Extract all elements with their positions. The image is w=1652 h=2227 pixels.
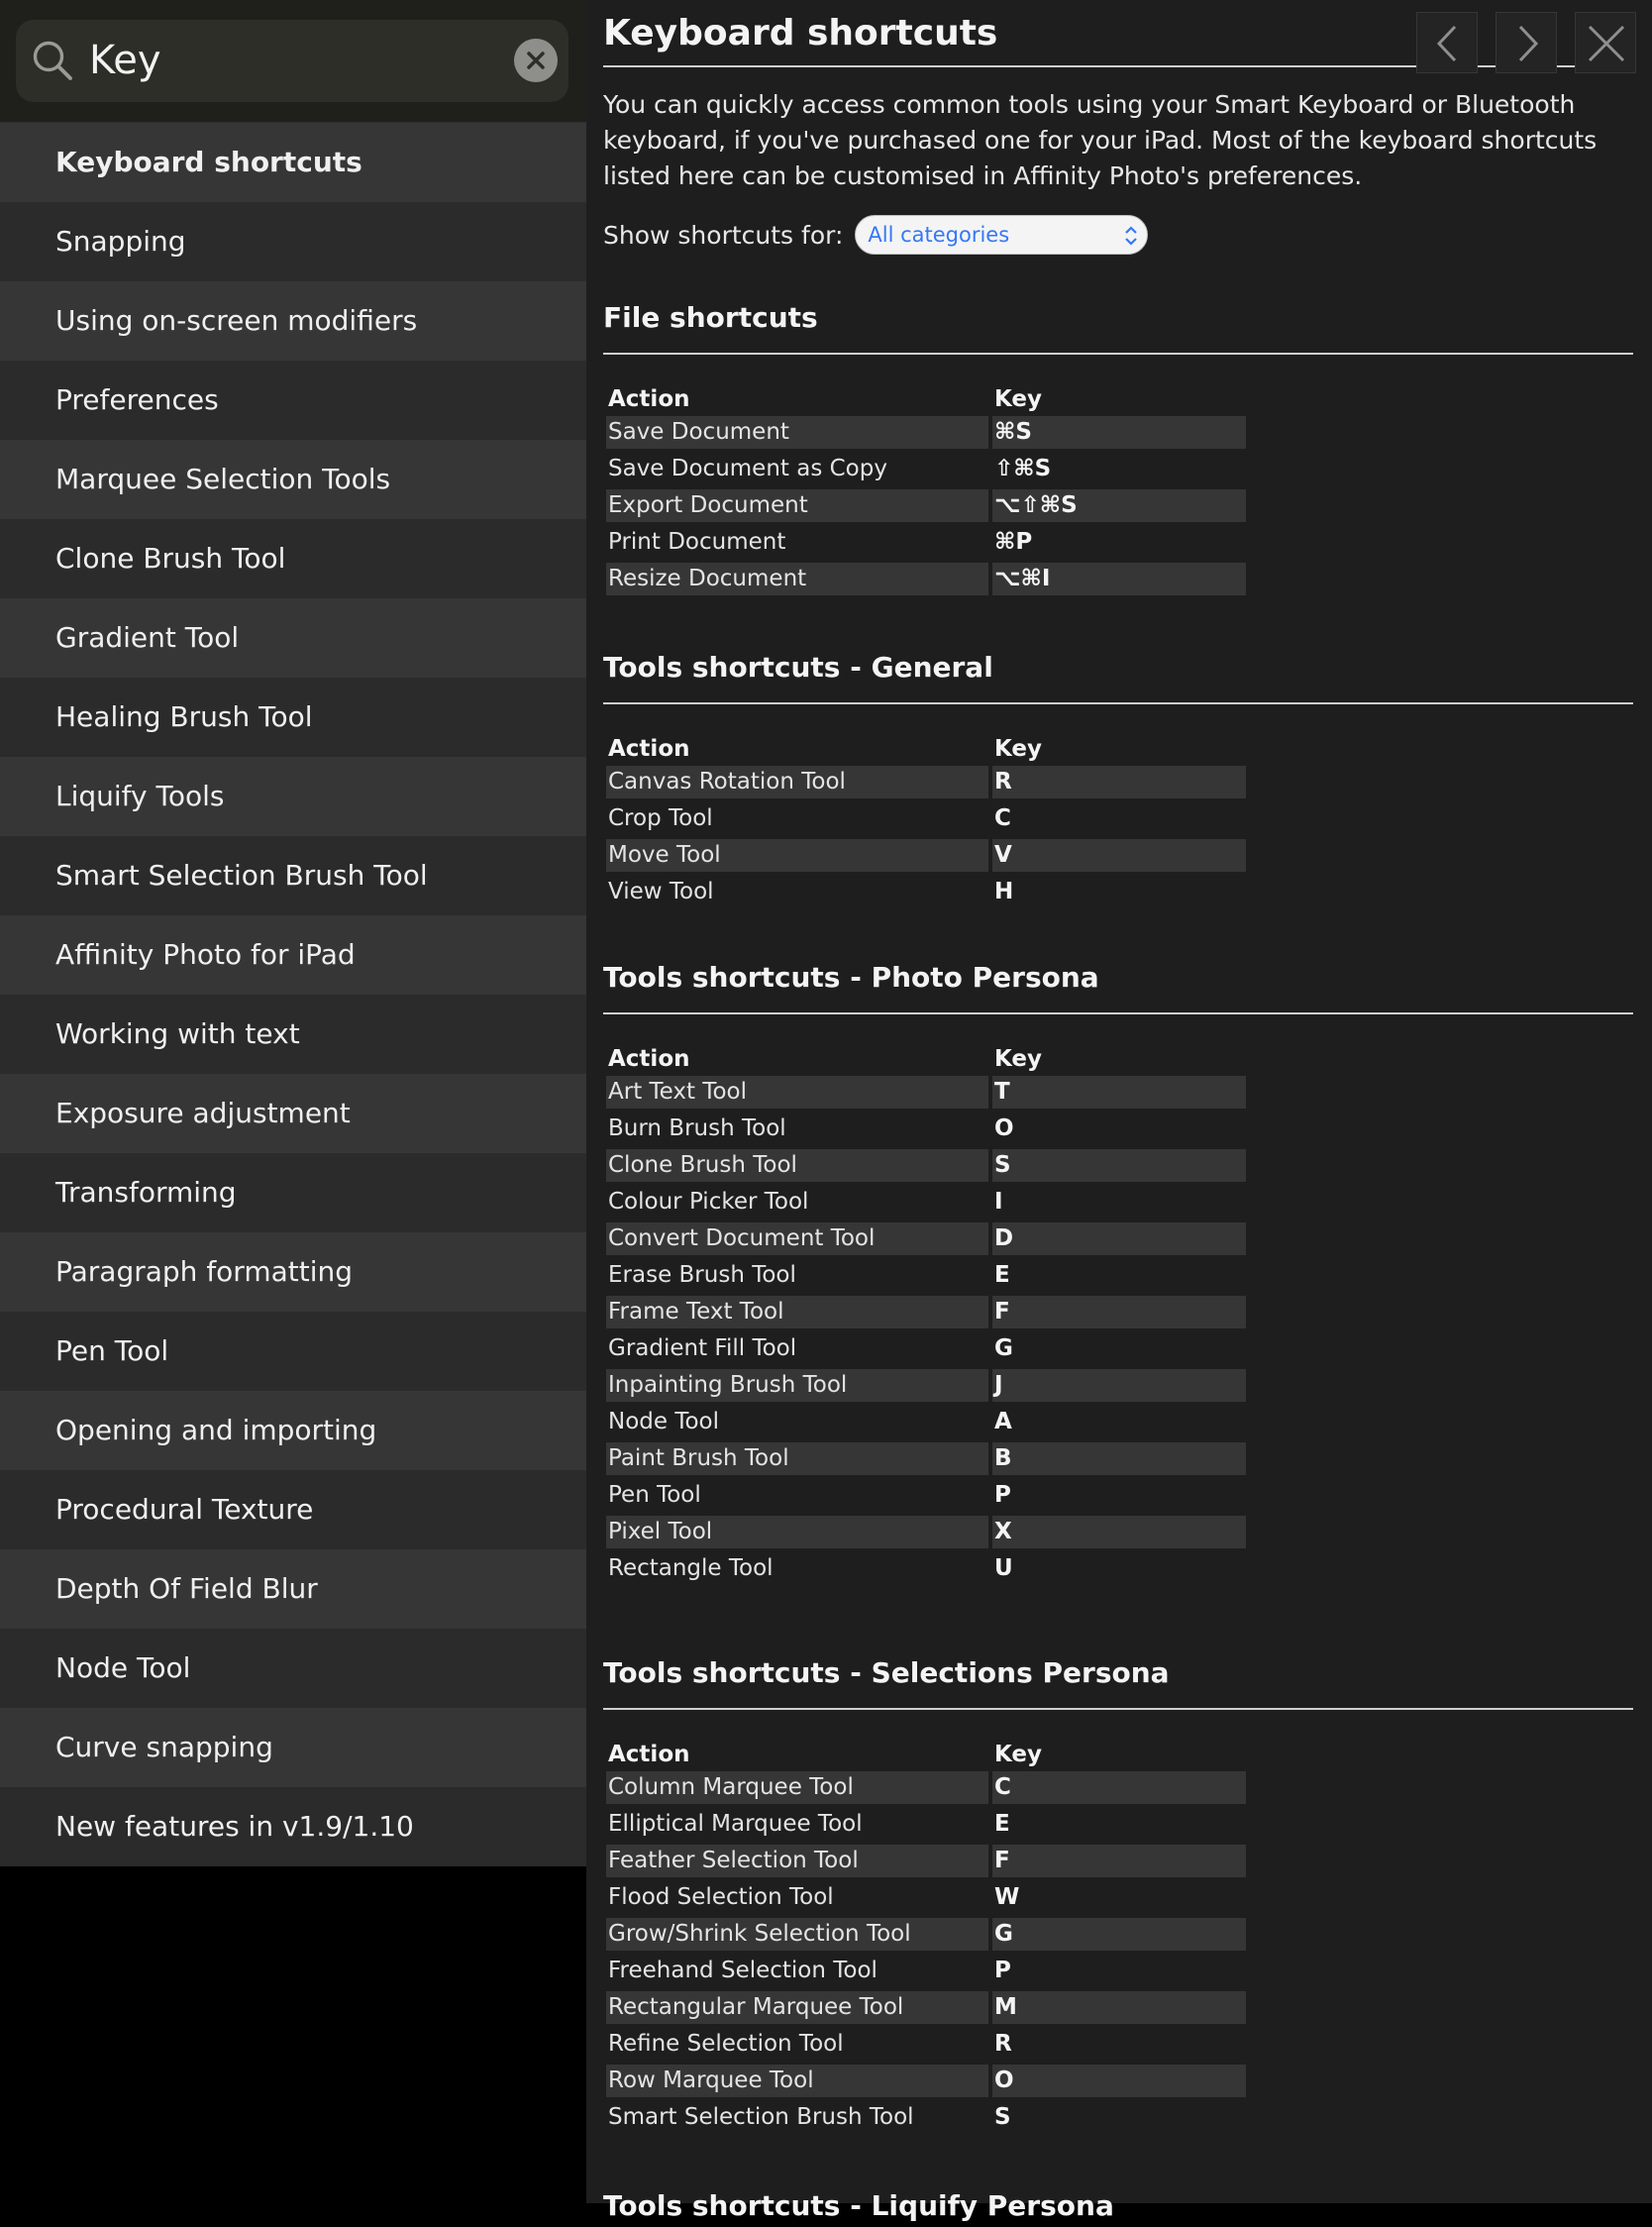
search-result-item[interactable]: Smart Selection Brush Tool: [0, 836, 586, 915]
key-cell: G: [994, 1335, 1013, 1361]
action-cell: Clone Brush Tool: [606, 1149, 988, 1182]
key-cell: R: [992, 766, 1246, 798]
table-row: [606, 2065, 1246, 2097]
search-result-item[interactable]: Working with text: [0, 995, 586, 1074]
table-row: [606, 1369, 1246, 1402]
shortcut-table: [602, 1738, 1250, 2138]
table-row: [606, 876, 1246, 908]
search-result-item[interactable]: Pen Tool: [0, 1312, 586, 1391]
table-row: [606, 1259, 1246, 1292]
key-cell: ⌘P: [994, 529, 1033, 555]
search-result-item[interactable]: Affinity Photo for iPad: [0, 915, 586, 995]
key-cell: C: [992, 1771, 1246, 1804]
table-row: [606, 1222, 1246, 1255]
key-cell: M: [992, 1991, 1246, 2024]
key-cell: S: [994, 2104, 1011, 2130]
key-cell: J: [992, 1369, 1246, 1402]
action-cell: Column Marquee Tool: [606, 1771, 988, 1804]
action-cell: Move Tool: [606, 839, 988, 872]
column-header-action: Action: [608, 736, 690, 762]
key-cell: ⌘S: [992, 416, 1246, 449]
table-row: [606, 563, 1246, 595]
chevron-left-icon: [1417, 13, 1479, 74]
table-row: [606, 1991, 1246, 2024]
search-result-item[interactable]: Keyboard shortcuts: [0, 123, 586, 202]
action-cell: Row Marquee Tool: [606, 2065, 988, 2097]
table-row: [606, 1955, 1246, 1987]
search-result-item[interactable]: Curve snapping: [0, 1708, 586, 1787]
action-cell: View Tool: [608, 879, 714, 904]
table-row: [606, 2028, 1246, 2061]
key-cell: P: [994, 1958, 1011, 1983]
shortcut-section: [603, 1652, 1633, 2138]
table-row: [606, 1845, 1246, 1877]
search-sidebar: [0, 0, 586, 2203]
column-header-key: Key: [994, 386, 1043, 412]
key-cell: C: [994, 805, 1011, 831]
filter-row: [603, 210, 1148, 260]
key-cell: A: [994, 1409, 1012, 1434]
action-cell: Freehand Selection Tool: [608, 1958, 878, 1983]
table-row: [606, 1881, 1246, 1914]
table-row: [606, 1771, 1246, 1804]
section-heading: Tools shortcuts - Selections Persona: [603, 1656, 1170, 1689]
table-row: [606, 1149, 1246, 1182]
search-result-item[interactable]: Marquee Selection Tools: [0, 440, 586, 519]
key-cell: ⌥⇧⌘S: [992, 489, 1246, 522]
filter-label: Show shortcuts for:: [603, 220, 844, 250]
column-header-action: Action: [608, 386, 690, 412]
search-result-item[interactable]: Exposure adjustment: [0, 1074, 586, 1153]
action-cell: Paint Brush Tool: [606, 1442, 988, 1475]
search-result-item[interactable]: Depth Of Field Blur: [0, 1549, 586, 1629]
action-cell: Colour Picker Tool: [608, 1189, 809, 1215]
table-row: [606, 1479, 1246, 1512]
search-box[interactable]: [16, 20, 568, 102]
section-heading: Tools shortcuts - General: [603, 651, 993, 684]
section-divider: [603, 353, 1633, 355]
section-heading: File shortcuts: [603, 301, 818, 334]
close-icon: [1576, 13, 1637, 74]
shortcut-section: [603, 647, 1633, 912]
action-cell: Feather Selection Tool: [606, 1845, 988, 1877]
key-cell: H: [994, 879, 1014, 904]
search-result-item[interactable]: Procedural Texture: [0, 1470, 586, 1549]
shortcut-section: [603, 297, 1633, 599]
key-cell: ⇧⌘S: [994, 456, 1052, 481]
section-heading: Tools shortcuts - Photo Persona: [603, 961, 1099, 994]
table-row: [606, 802, 1246, 835]
table-row: [606, 1296, 1246, 1328]
table-row: [606, 526, 1246, 559]
category-select-value: All categories: [868, 223, 1010, 247]
action-cell: Gradient Fill Tool: [608, 1335, 797, 1361]
search-results-list: [0, 123, 586, 1866]
back-button[interactable]: [1416, 12, 1478, 73]
search-result-item[interactable]: Node Tool: [0, 1629, 586, 1708]
key-cell: R: [994, 2031, 1012, 2057]
shortcut-table: [602, 732, 1250, 912]
clear-search-button[interactable]: [514, 39, 558, 82]
action-cell: Erase Brush Tool: [608, 1262, 796, 1288]
action-cell: Flood Selection Tool: [608, 1884, 834, 1910]
search-result-item[interactable]: Preferences: [0, 361, 586, 440]
key-cell: X: [992, 1516, 1246, 1548]
action-cell: Canvas Rotation Tool: [606, 766, 988, 798]
action-cell: Crop Tool: [608, 805, 713, 831]
column-header-key: Key: [994, 1742, 1043, 1767]
table-row: [606, 839, 1246, 872]
key-cell: S: [992, 1149, 1246, 1182]
clear-circle-icon: [514, 39, 558, 82]
action-cell: Convert Document Tool: [606, 1222, 988, 1255]
section-divider: [603, 1708, 1633, 1710]
action-cell: Art Text Tool: [606, 1076, 988, 1109]
table-header-row: [606, 1046, 1246, 1072]
column-header-key: Key: [994, 736, 1043, 762]
key-cell: F: [992, 1845, 1246, 1877]
search-result-item[interactable]: Liquify Tools: [0, 757, 586, 836]
table-row: [606, 1516, 1246, 1548]
action-cell: Elliptical Marquee Tool: [608, 1811, 863, 1837]
action-cell: Burn Brush Tool: [608, 1115, 786, 1141]
table-row: [606, 2101, 1246, 2134]
key-cell: ⌥⌘I: [992, 563, 1246, 595]
action-cell: Frame Text Tool: [606, 1296, 988, 1328]
search-area: [0, 0, 586, 123]
next-section-heading: Tools shortcuts - Liquify Persona: [603, 2189, 1114, 2222]
search-result-item[interactable]: Transforming: [0, 1153, 586, 1232]
key-cell: E: [994, 1262, 1010, 1288]
table-row: [606, 489, 1246, 522]
table-row: [606, 1552, 1246, 1585]
column-header-key: Key: [994, 1046, 1043, 1072]
action-cell: Inpainting Brush Tool: [606, 1369, 988, 1402]
table-header-row: [606, 1742, 1246, 1767]
intro-paragraph: You can quickly access common tools using your Smart Keyboard or Bluetooth keyboard, if you've purchased one for your iPad. Most of the keyboard shortcuts listed here can be customised in Affinity Photo's preferences.: [603, 90, 1598, 190]
action-cell: Pixel Tool: [606, 1516, 988, 1548]
help-content: [586, 0, 1652, 2222]
search-icon: [30, 38, 75, 83]
action-cell: Print Document: [608, 529, 786, 555]
table-row: [606, 1186, 1246, 1219]
table-header-row: [606, 386, 1246, 412]
key-cell: T: [992, 1076, 1246, 1109]
action-cell: Resize Document: [606, 563, 988, 595]
table-row: [606, 1808, 1246, 1841]
column-header-action: Action: [608, 1742, 690, 1767]
search-result-item[interactable]: Snapping: [0, 202, 586, 281]
table-row: [606, 1332, 1246, 1365]
search-result-item[interactable]: Using on-screen modifiers: [0, 281, 586, 361]
key-cell: G: [992, 1918, 1246, 1951]
close-button[interactable]: [1575, 12, 1636, 73]
search-result-item[interactable]: Paragraph formatting: [0, 1232, 586, 1312]
shortcut-table: [602, 382, 1250, 599]
table-row: [606, 766, 1246, 798]
search-input[interactable]: [89, 30, 505, 91]
action-cell: Node Tool: [608, 1409, 720, 1434]
search-result-item[interactable]: Clone Brush Tool: [0, 519, 586, 598]
action-cell: Grow/Shrink Selection Tool: [606, 1918, 988, 1951]
action-cell: Save Document: [606, 416, 988, 449]
category-select[interactable]: [855, 215, 1148, 255]
key-cell: E: [994, 1811, 1010, 1837]
key-cell: D: [992, 1222, 1246, 1255]
shortcut-table: [602, 1042, 1250, 1589]
section-divider: [603, 1012, 1633, 1014]
action-cell: Rectangular Marquee Tool: [606, 1991, 988, 2024]
search-result-item[interactable]: Healing Brush Tool: [0, 678, 586, 757]
chevron-right-icon: [1497, 13, 1558, 74]
table-header-row: [606, 736, 1246, 762]
page-title: Keyboard shortcuts: [603, 6, 1633, 67]
key-cell: B: [992, 1442, 1246, 1475]
search-result-item[interactable]: Opening and importing: [0, 1391, 586, 1470]
action-cell: Smart Selection Brush Tool: [608, 2104, 914, 2130]
table-row: [606, 1076, 1246, 1109]
action-cell: Pen Tool: [608, 1482, 701, 1508]
action-cell: Rectangle Tool: [608, 1555, 774, 1581]
key-cell: W: [994, 1884, 1020, 1910]
search-result-item[interactable]: New features in v1.9/1.10: [0, 1787, 586, 1866]
table-row: [606, 1442, 1246, 1475]
key-cell: I: [994, 1189, 1003, 1215]
search-result-item[interactable]: Gradient Tool: [0, 598, 586, 678]
key-cell: P: [994, 1482, 1011, 1508]
table-row: [606, 1918, 1246, 1951]
action-cell: Refine Selection Tool: [608, 2031, 844, 2057]
column-header-action: Action: [608, 1046, 690, 1072]
forward-button[interactable]: [1496, 12, 1557, 73]
key-cell: O: [994, 1115, 1014, 1141]
section-divider: [603, 702, 1633, 704]
table-row: [606, 1406, 1246, 1438]
table-row: [606, 1113, 1246, 1145]
key-cell: O: [992, 2065, 1246, 2097]
key-cell: U: [994, 1555, 1013, 1581]
table-row: [606, 416, 1246, 449]
key-cell: V: [992, 839, 1246, 872]
table-row: [606, 453, 1246, 485]
action-cell: Save Document as Copy: [608, 456, 887, 481]
action-cell: Export Document: [606, 489, 988, 522]
updown-chevron-icon: [1123, 225, 1139, 247]
shortcut-section: [603, 957, 1633, 1589]
key-cell: F: [992, 1296, 1246, 1328]
